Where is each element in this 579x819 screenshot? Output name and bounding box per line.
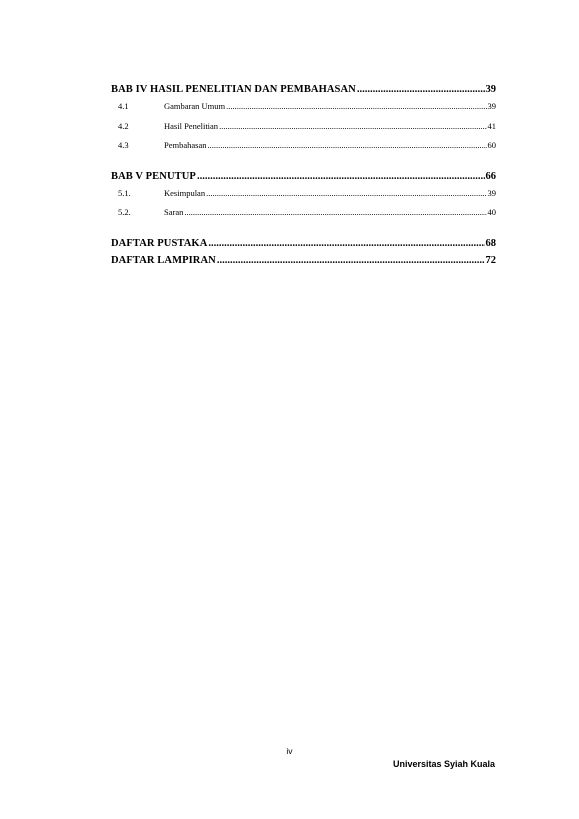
toc-page-number: 39 — [485, 84, 496, 95]
toc-page-number: 60 — [487, 140, 496, 150]
toc-item-number: 4.1 — [118, 101, 129, 111]
footer-institution: Universitas Syiah Kuala — [392, 759, 495, 769]
toc-item-number: 5.2. — [118, 207, 131, 217]
toc-item-title: Hasil Penelitian — [164, 120, 219, 131]
toc-leader-dots — [208, 136, 487, 156]
toc-item-title: Pembahasan — [164, 140, 207, 150]
toc-leader-dots — [206, 184, 486, 204]
toc-page-number: 66 — [485, 170, 496, 182]
toc-item-4-2 — [111, 117, 496, 137]
toc-page-number: 39 — [487, 101, 496, 111]
toc-leader-dots — [208, 236, 484, 251]
toc-leader-dots — [184, 203, 486, 223]
toc-item-title: Kesimpulan — [164, 187, 206, 198]
toc-leader-dots — [357, 82, 485, 97]
page-number: iv — [286, 746, 293, 756]
toc-page-number: 68 — [485, 237, 496, 249]
toc-leader-dots — [219, 117, 486, 137]
toc-daftar-pustaka — [111, 236, 496, 251]
toc-item-number: 5.1. — [118, 187, 131, 198]
toc-item-5-1 — [111, 184, 496, 204]
toc-daftar-lampiran — [111, 253, 496, 268]
toc-chapter-bab-v — [111, 169, 496, 184]
toc-chapter-title: DAFTAR PUSTAKA — [111, 237, 208, 249]
toc-item-number: 4.3 — [118, 140, 129, 150]
toc-item-title: Saran — [164, 207, 184, 217]
toc-item-title: Gambaran Umum — [164, 101, 226, 111]
toc-page-number: 72 — [485, 254, 496, 266]
toc-leader-dots — [197, 169, 485, 184]
toc-chapter-title: BAB IV HASIL PENELITIAN DAN PEMBAHASAN — [111, 84, 356, 95]
toc-leader-dots — [226, 97, 486, 117]
toc-item-4-3 — [111, 136, 496, 156]
table-of-contents — [111, 82, 496, 268]
toc-item-4-1 — [111, 97, 496, 117]
toc-item-number: 4.2 — [118, 120, 129, 131]
toc-chapter-bab-iv — [111, 82, 496, 97]
toc-item-5-2 — [111, 203, 496, 223]
toc-page-number: 41 — [487, 120, 496, 131]
toc-page-number: 40 — [487, 207, 496, 217]
toc-page-number: 39 — [487, 187, 496, 198]
toc-chapter-title: BAB V PENUTUP — [111, 170, 196, 182]
toc-chapter-title: DAFTAR LAMPIRAN — [111, 254, 216, 266]
toc-leader-dots — [217, 253, 485, 268]
